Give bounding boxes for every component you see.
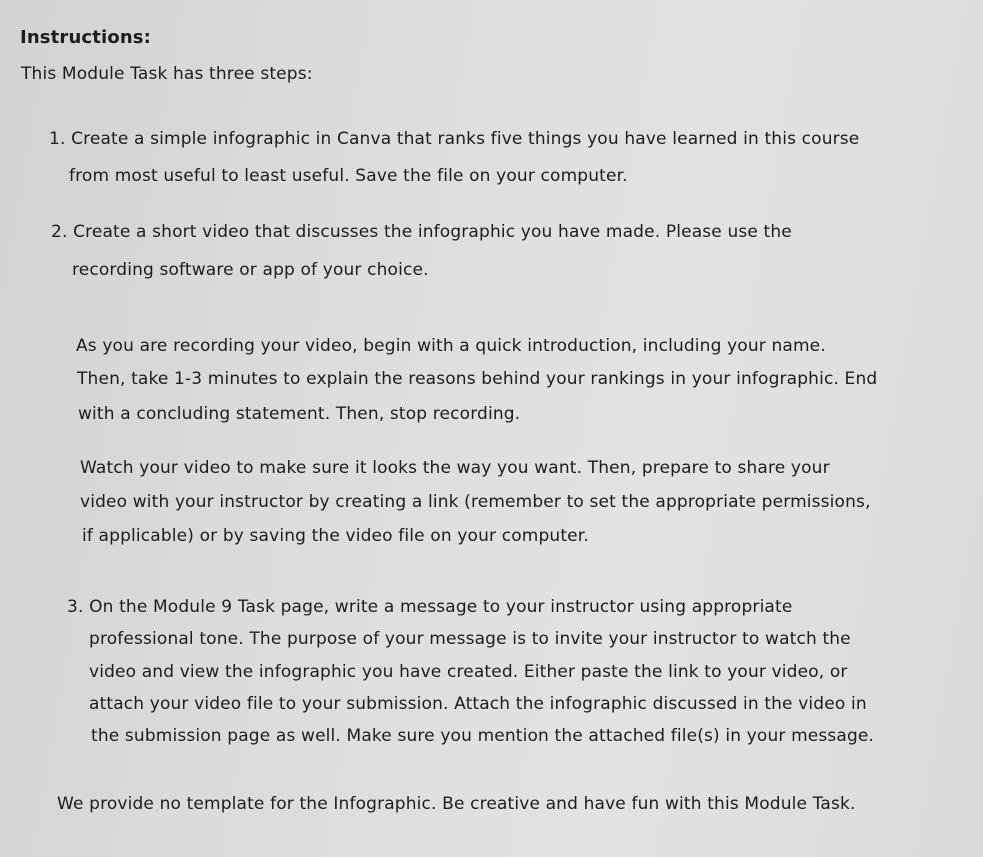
step3-line4: attach your video file to your submission. Attach the infographic discussed in the video in — [89, 694, 867, 714]
step1-line2: from most useful to least useful. Save the file on your computer. — [69, 166, 628, 186]
step2-line2: recording software or app of your choice. — [72, 260, 429, 280]
watch-line2: video with your instructor by creating a link (remember to set the appropriate permissions, — [80, 492, 871, 512]
watch-line1: Watch your video to make sure it looks the way you want. Then, prepare to share your — [80, 458, 830, 478]
step3-line5: the submission page as well. Make sure you mention the attached file(s) in your message. — [91, 726, 875, 746]
closing-text: We provide no template for the Infographic. Be creative and have fun with this Module Task. — [57, 794, 856, 814]
watch-line3: if applicable) or by saving the video file on your computer. — [82, 526, 589, 546]
step3-line3: video and view the infographic you have created. Either paste the link to your video, or — [89, 662, 848, 682]
recording-line2: Then, take 1-3 minutes to explain the reasons behind your rankings in your infographic. End — [77, 369, 878, 389]
recording-line3: with a concluding statement. Then, stop recording. — [78, 404, 521, 424]
recording-line1: As you are recording your video, begin with a quick introduction, including your name. — [76, 336, 826, 356]
step3-line1: 3. On the Module 9 Task page, write a message to your instructor using appropriate — [67, 597, 793, 617]
step2-line1: 2. Create a short video that discusses the infographic you have made. Please use the — [51, 222, 792, 242]
step3-line2: professional tone. The purpose of your message is to invite your instructor to watch the — [89, 629, 851, 649]
instructions-heading: Instructions: — [20, 27, 152, 48]
intro-text: This Module Task has three steps: — [21, 64, 313, 84]
step1-line1: 1. Create a simple infographic in Canva that ranks five things you have learned in this course — [49, 129, 860, 149]
